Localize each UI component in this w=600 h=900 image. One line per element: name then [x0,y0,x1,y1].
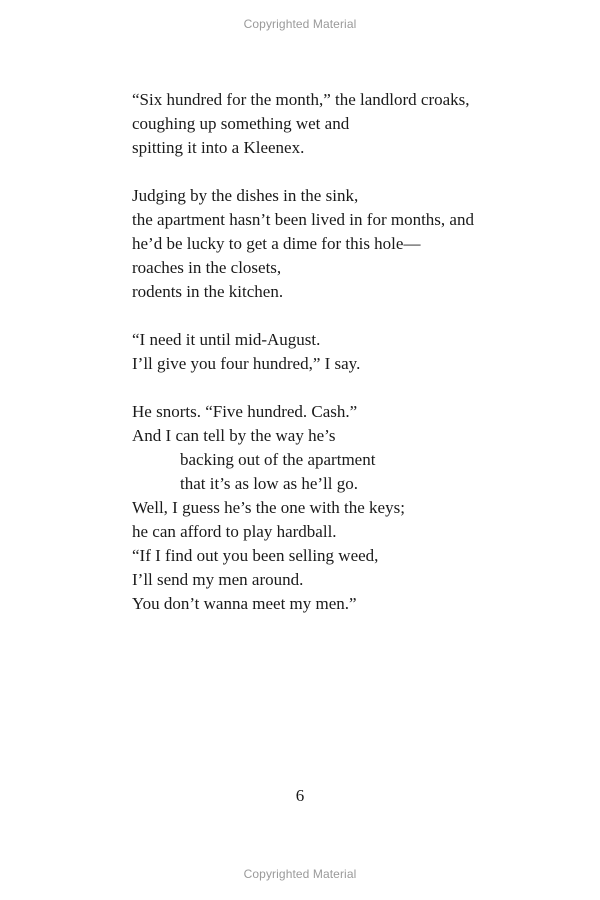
poem-line: roaches in the closets, [132,258,282,277]
copyright-watermark-bottom: Copyrighted Material [243,867,357,881]
poem-line: “Six hundred for the month,” the landlord croaks, [132,90,470,109]
poem-line: He snorts. “Five hundred. Cash.” [132,402,358,421]
poem-line: the apartment hasn’t been lived in for months, and [132,210,474,229]
poem-line: he can afford to play hardball. [132,522,337,541]
poem-line: rodents in the kitchen. [132,282,284,301]
poem-line-indented: backing out of the apartment [180,450,376,469]
poem-line: You don’t wanna meet my men.” [132,594,357,613]
poem-line-indented: that it’s as low as he’ll go. [180,474,359,493]
poem-line: “If I find out you been selling weed, [132,546,379,565]
poem-line: Well, I guess he’s the one with the keys; [132,498,405,517]
poem-body [132,88,572,616]
poem-line: I’ll send my men around. [132,570,304,589]
poem-line: coughing up something wet and [132,114,350,133]
poem-line: he’d be lucky to get a dime for this hole— [132,234,421,253]
poem-line: “I need it until mid-August. [132,330,321,349]
copyright-watermark-top: Copyrighted Material [243,17,357,31]
poem-line: Judging by the dishes in the sink, [132,186,359,205]
poem-line: And I can tell by the way he’s [132,426,336,445]
page-number: 6 [295,786,305,805]
poem-line: I’ll give you four hundred,” I say. [132,354,361,373]
poem-line: spitting it into a Kleenex. [132,138,305,157]
